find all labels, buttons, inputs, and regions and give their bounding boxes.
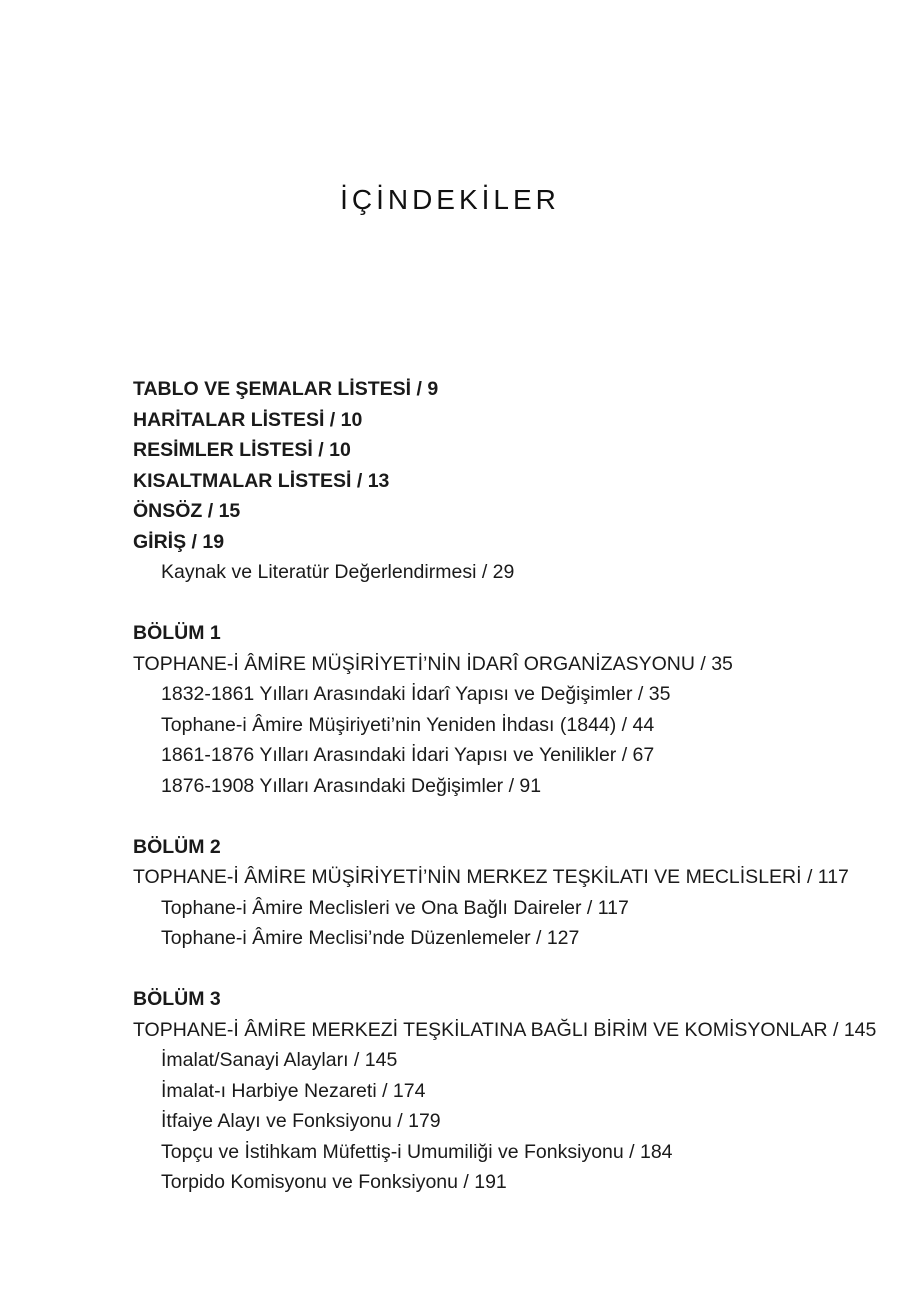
chapter-3-item: İmalat/Sanayi Alayları / 145 bbox=[161, 1049, 398, 1071]
chapter-3-item: İmalat-ı Harbiye Nezareti / 174 bbox=[161, 1079, 426, 1102]
chapter-1-item: 1832-1861 Yılları Arasındaki İdarî Yapısı ve Değişimler / 35 bbox=[161, 683, 671, 705]
toc-entry-introduction: GİRİŞ / 19 bbox=[133, 530, 225, 553]
chapter-2-item: Tophane-i Âmire Meclisleri ve Ona Bağlı Daireler / 117 bbox=[161, 896, 629, 919]
chapter-3-label: BÖLÜM 3 bbox=[133, 988, 221, 1010]
toc-entry-images-list: RESİMLER LİSTESİ / 10 bbox=[133, 439, 351, 461]
chapter-2-label: BÖLÜM 2 bbox=[133, 835, 221, 858]
chapter-1-item: Tophane-i Âmire Müşiriyeti’nin Yeniden İhdası (1844) / 44 bbox=[161, 713, 655, 736]
page-title: İÇİNDEKİLER bbox=[340, 184, 560, 215]
chapter-2-item: Tophane-i Âmire Meclisi’nde Düzenlemeler / 127 bbox=[161, 927, 580, 949]
toc-entry-abbreviations-list: KISALTMALAR LİSTESİ / 13 bbox=[133, 469, 390, 492]
chapter-3-item: Torpido Komisyonu ve Fonksiyonu / 191 bbox=[161, 1171, 507, 1193]
toc-entry-preface: ÖNSÖZ / 15 bbox=[133, 500, 241, 522]
chapter-1-label: BÖLÜM 1 bbox=[133, 622, 221, 644]
chapter-1-item: 1876-1908 Yılları Arasındaki Değişimler / 91 bbox=[161, 774, 542, 797]
toc-entry-tables-list: TABLO VE ŞEMALAR LİSTESİ / 9 bbox=[133, 378, 439, 400]
chapter-2-heading: TOPHANE-İ ÂMİRE MÜŞİRİYETİ’NİN MERKEZ TEŞKİLATI VE MECLİSLERİ / 117 bbox=[133, 866, 849, 888]
chapter-3-item: İtfaiye Alayı ve Fonksiyonu / 179 bbox=[161, 1110, 441, 1132]
toc-subentry-literature-review: Kaynak ve Literatür Değerlendirmesi / 29 bbox=[161, 561, 515, 583]
chapter-3-item: Topçu ve İstihkam Müfettiş-i Umumiliği ve Fonksiyonu / 184 bbox=[161, 1140, 673, 1163]
chapter-3-heading: TOPHANE-İ ÂMİRE MERKEZİ TEŞKİLATINA BAĞLI BİRİM VE KOMİSYONLAR / 145 bbox=[133, 1018, 877, 1041]
toc-entry-maps-list: HARİTALAR LİSTESİ / 10 bbox=[133, 408, 363, 431]
table-of-contents bbox=[133, 374, 877, 1198]
chapter-1-heading: TOPHANE-İ ÂMİRE MÜŞİRİYETİ’NİN İDARÎ ORGANİZASYONU / 35 bbox=[133, 652, 733, 675]
chapter-1-item: 1861-1876 Yılları Arasındaki İdari Yapısı ve Yenilikler / 67 bbox=[161, 744, 655, 766]
